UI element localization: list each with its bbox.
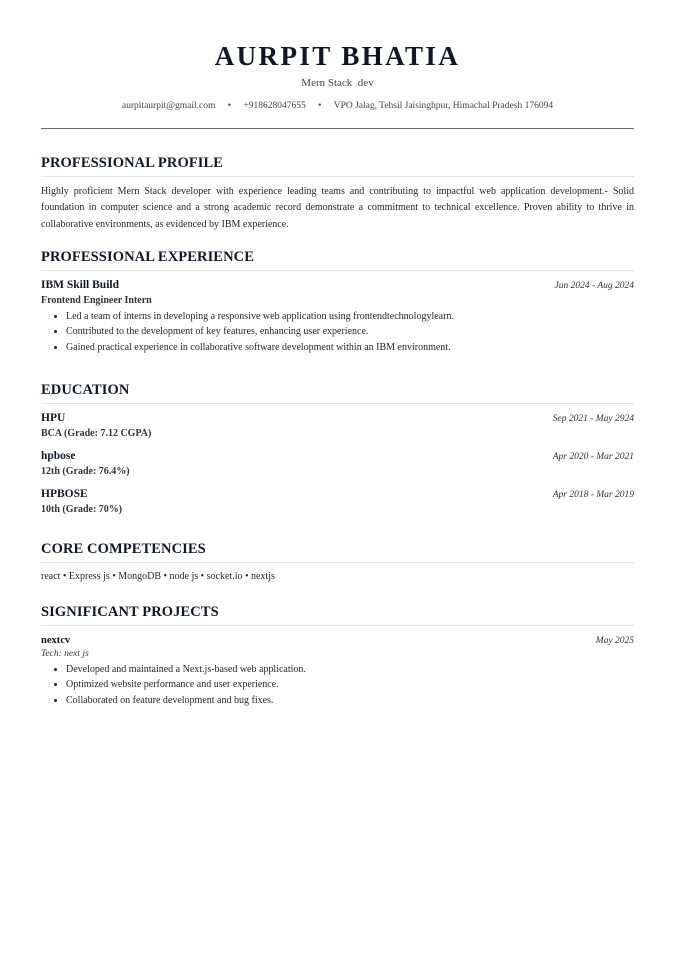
education-entry — [41, 411, 634, 441]
education-entry-header — [41, 411, 634, 426]
contact-line — [41, 100, 634, 112]
education-entry — [41, 449, 634, 479]
list-item: • Led a team of interns in developing a responsive web application using frontendtechnologylearn. — [66, 309, 634, 325]
contact-separator: • — [227, 101, 232, 111]
experience-entry — [41, 278, 634, 356]
section-title-experience: PROFESSIONAL EXPERIENCE — [41, 248, 254, 265]
skills-section — [41, 541, 634, 584]
list-item: • Collaborated on feature development and bug fixes. — [66, 693, 634, 709]
education-detail: 10th (Grade: 70%) — [41, 503, 123, 515]
education-entry-header — [41, 487, 634, 502]
profile-text: Highly proficient Mern Stack developer with experience leading teams and contributing to impactful web application development.- Solid foundation in computer science and a strong academic record demonstrate a commitment to technical excellence. Proven ability to thrive in collaborative environments, as evidenced by IBM experience. — [41, 186, 634, 230]
project-tech: Tech: next js — [41, 648, 89, 659]
candidate-subtitle: Mern Stack dev — [301, 77, 374, 89]
section-divider — [41, 625, 634, 626]
section-divider — [41, 176, 634, 177]
section-title-education: EDUCATION — [41, 381, 130, 398]
education-school: hpbose — [41, 449, 76, 462]
project-entry-header — [41, 633, 634, 648]
education-date: Apr 2020 - Mar 2021 — [552, 451, 634, 462]
contact-phone[interactable]: +918628047655 — [243, 101, 306, 111]
list-item: • Contributed to the development of key features, enhancing user experience. — [66, 324, 634, 340]
contact-separator: • — [318, 101, 322, 111]
contact-address: VPO Jalag, Tehsil Jaisinghpur, Himachal Pradesh 176094 — [333, 101, 554, 111]
education-entry-header — [41, 449, 634, 464]
project-name: nextcv — [41, 634, 71, 646]
education-detail: BCA (Grade: 7.12 CGPA) — [41, 427, 152, 439]
list-item: • Developed and maintained a Next.js-based web application. — [66, 662, 634, 678]
project-date: May 2025 — [595, 635, 634, 646]
section-divider — [41, 270, 634, 271]
profile-section — [41, 155, 634, 233]
header-divider — [41, 128, 634, 129]
experience-company: IBM Skill Build — [41, 278, 119, 291]
education-entry — [41, 487, 634, 517]
education-date: Sep 2021 - May 2924 — [552, 413, 634, 424]
section-divider — [41, 562, 634, 563]
section-divider — [41, 403, 634, 404]
experience-entry-header — [41, 278, 634, 293]
list-item: • Optimized website performance and user experience. — [66, 677, 634, 693]
projects-section — [41, 604, 634, 709]
education-school: HPBOSE — [41, 487, 88, 500]
education-date: Apr 2018 - Mar 2019 — [552, 489, 634, 500]
project-bullets — [41, 662, 634, 709]
section-title-profile: PROFESSIONAL PROFILE — [41, 155, 224, 171]
skills-list: react • Express js • MongoDB • node js • socket.io • nextjs — [41, 570, 275, 582]
experience-section — [41, 249, 634, 356]
experience-bullets — [41, 309, 634, 356]
education-section — [41, 382, 634, 517]
resume-header — [41, 0, 634, 129]
candidate-name: AURPIT BHATIA — [214, 41, 461, 71]
education-detail: 12th (Grade: 76.4%) — [41, 465, 130, 477]
section-title-skills: CORE COMPETENCIES — [41, 540, 206, 557]
section-title-projects: SIGNIFICANT PROJECTS — [41, 603, 219, 620]
list-item: • Gained practical experience in collaborative software development within an IBM environment. — [66, 340, 634, 356]
experience-date: Jun 2024 - Aug 2024 — [554, 280, 634, 291]
experience-role: Frontend Engineer Intern — [41, 294, 152, 306]
contact-email[interactable]: aurpitaurpit@gmail.com — [121, 101, 216, 111]
education-school: HPU — [41, 411, 66, 424]
project-entry — [41, 633, 634, 709]
